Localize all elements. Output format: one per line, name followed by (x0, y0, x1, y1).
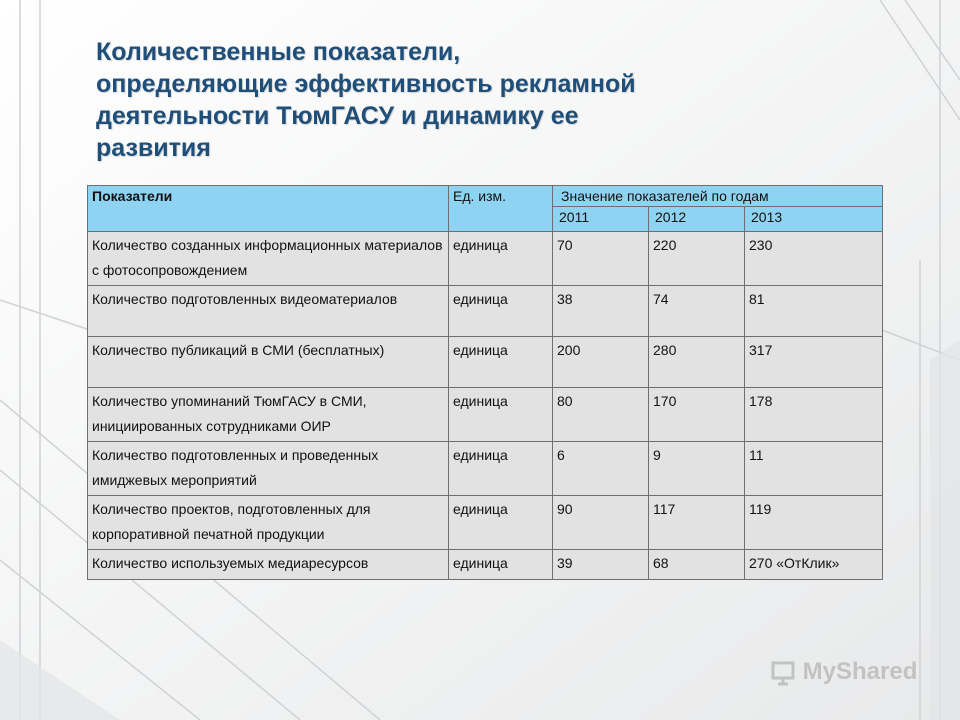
watermark (770, 658, 930, 692)
table-row (88, 337, 883, 388)
row-name: Количество созданных информационных материалов с фотосопровождением (88, 232, 449, 286)
header-year: 2013 (745, 207, 883, 232)
header-row (88, 186, 883, 207)
value-2011: 38 (553, 286, 649, 337)
title-line-3: деятельности ТюмГАСУ и динамику ее (96, 102, 579, 130)
table-row (88, 496, 883, 550)
table-row (88, 442, 883, 496)
table-row (88, 232, 883, 286)
value-2012: 170 (649, 388, 745, 442)
table-row (88, 286, 883, 337)
value-2012: 74 (649, 286, 745, 337)
header-year: 2012 (649, 207, 745, 232)
value-2011: 39 (553, 550, 649, 580)
row-unit: единица (449, 337, 553, 388)
value-2013: 270 «ОтКлик» (745, 550, 883, 580)
row-name: Количество подготовленных видеоматериалов (88, 286, 449, 337)
row-name: Количество используемых медиаресурсов (88, 550, 449, 580)
value-2012: 9 (649, 442, 745, 496)
row-name: Количество проектов, подготовленных для корпоративной печатной продукции (88, 496, 449, 550)
value-2013: 11 (745, 442, 883, 496)
row-unit: единица (449, 388, 553, 442)
value-2013: 119 (745, 496, 883, 550)
value-2013: 317 (745, 337, 883, 388)
value-2013: 178 (745, 388, 883, 442)
value-2012: 68 (649, 550, 745, 580)
row-name: Количество публикаций в СМИ (бесплатных) (88, 337, 449, 388)
value-2011: 80 (553, 388, 649, 442)
title-line-4: развития (96, 134, 211, 162)
row-name: Количество подготовленных и проведенных имиджевых мероприятий (88, 442, 449, 496)
row-unit: единица (449, 286, 553, 337)
row-unit: единица (449, 550, 553, 580)
indicators-table (87, 185, 883, 580)
watermark-text: MyShared (802, 658, 918, 685)
header-indicators: Показатели (88, 186, 449, 232)
row-name: Количество упоминаний ТюмГАСУ в СМИ, инициированных сотрудниками ОИР (88, 388, 449, 442)
title-line-1: Количественные показатели, (96, 38, 461, 66)
value-2012: 280 (649, 337, 745, 388)
value-2011: 6 (553, 442, 649, 496)
value-2011: 70 (553, 232, 649, 286)
value-2012: 220 (649, 232, 745, 286)
value-2013: 230 (745, 232, 883, 286)
header-values-by-year: Значение показателей по годам (553, 186, 883, 207)
row-unit: единица (449, 442, 553, 496)
value-2013: 81 (745, 286, 883, 337)
value-2012: 117 (649, 496, 745, 550)
header-unit: Ед. изм. (449, 186, 553, 232)
value-2011: 90 (553, 496, 649, 550)
presentation-icon (770, 660, 796, 686)
table-row (88, 550, 883, 580)
table-row (88, 388, 883, 442)
value-2011: 200 (553, 337, 649, 388)
row-unit: единица (449, 232, 553, 286)
title-line-2: определяющие эффективность рекламной (96, 70, 636, 98)
row-unit: единица (449, 496, 553, 550)
header-year: 2011 (553, 207, 649, 232)
page-title (96, 36, 796, 164)
